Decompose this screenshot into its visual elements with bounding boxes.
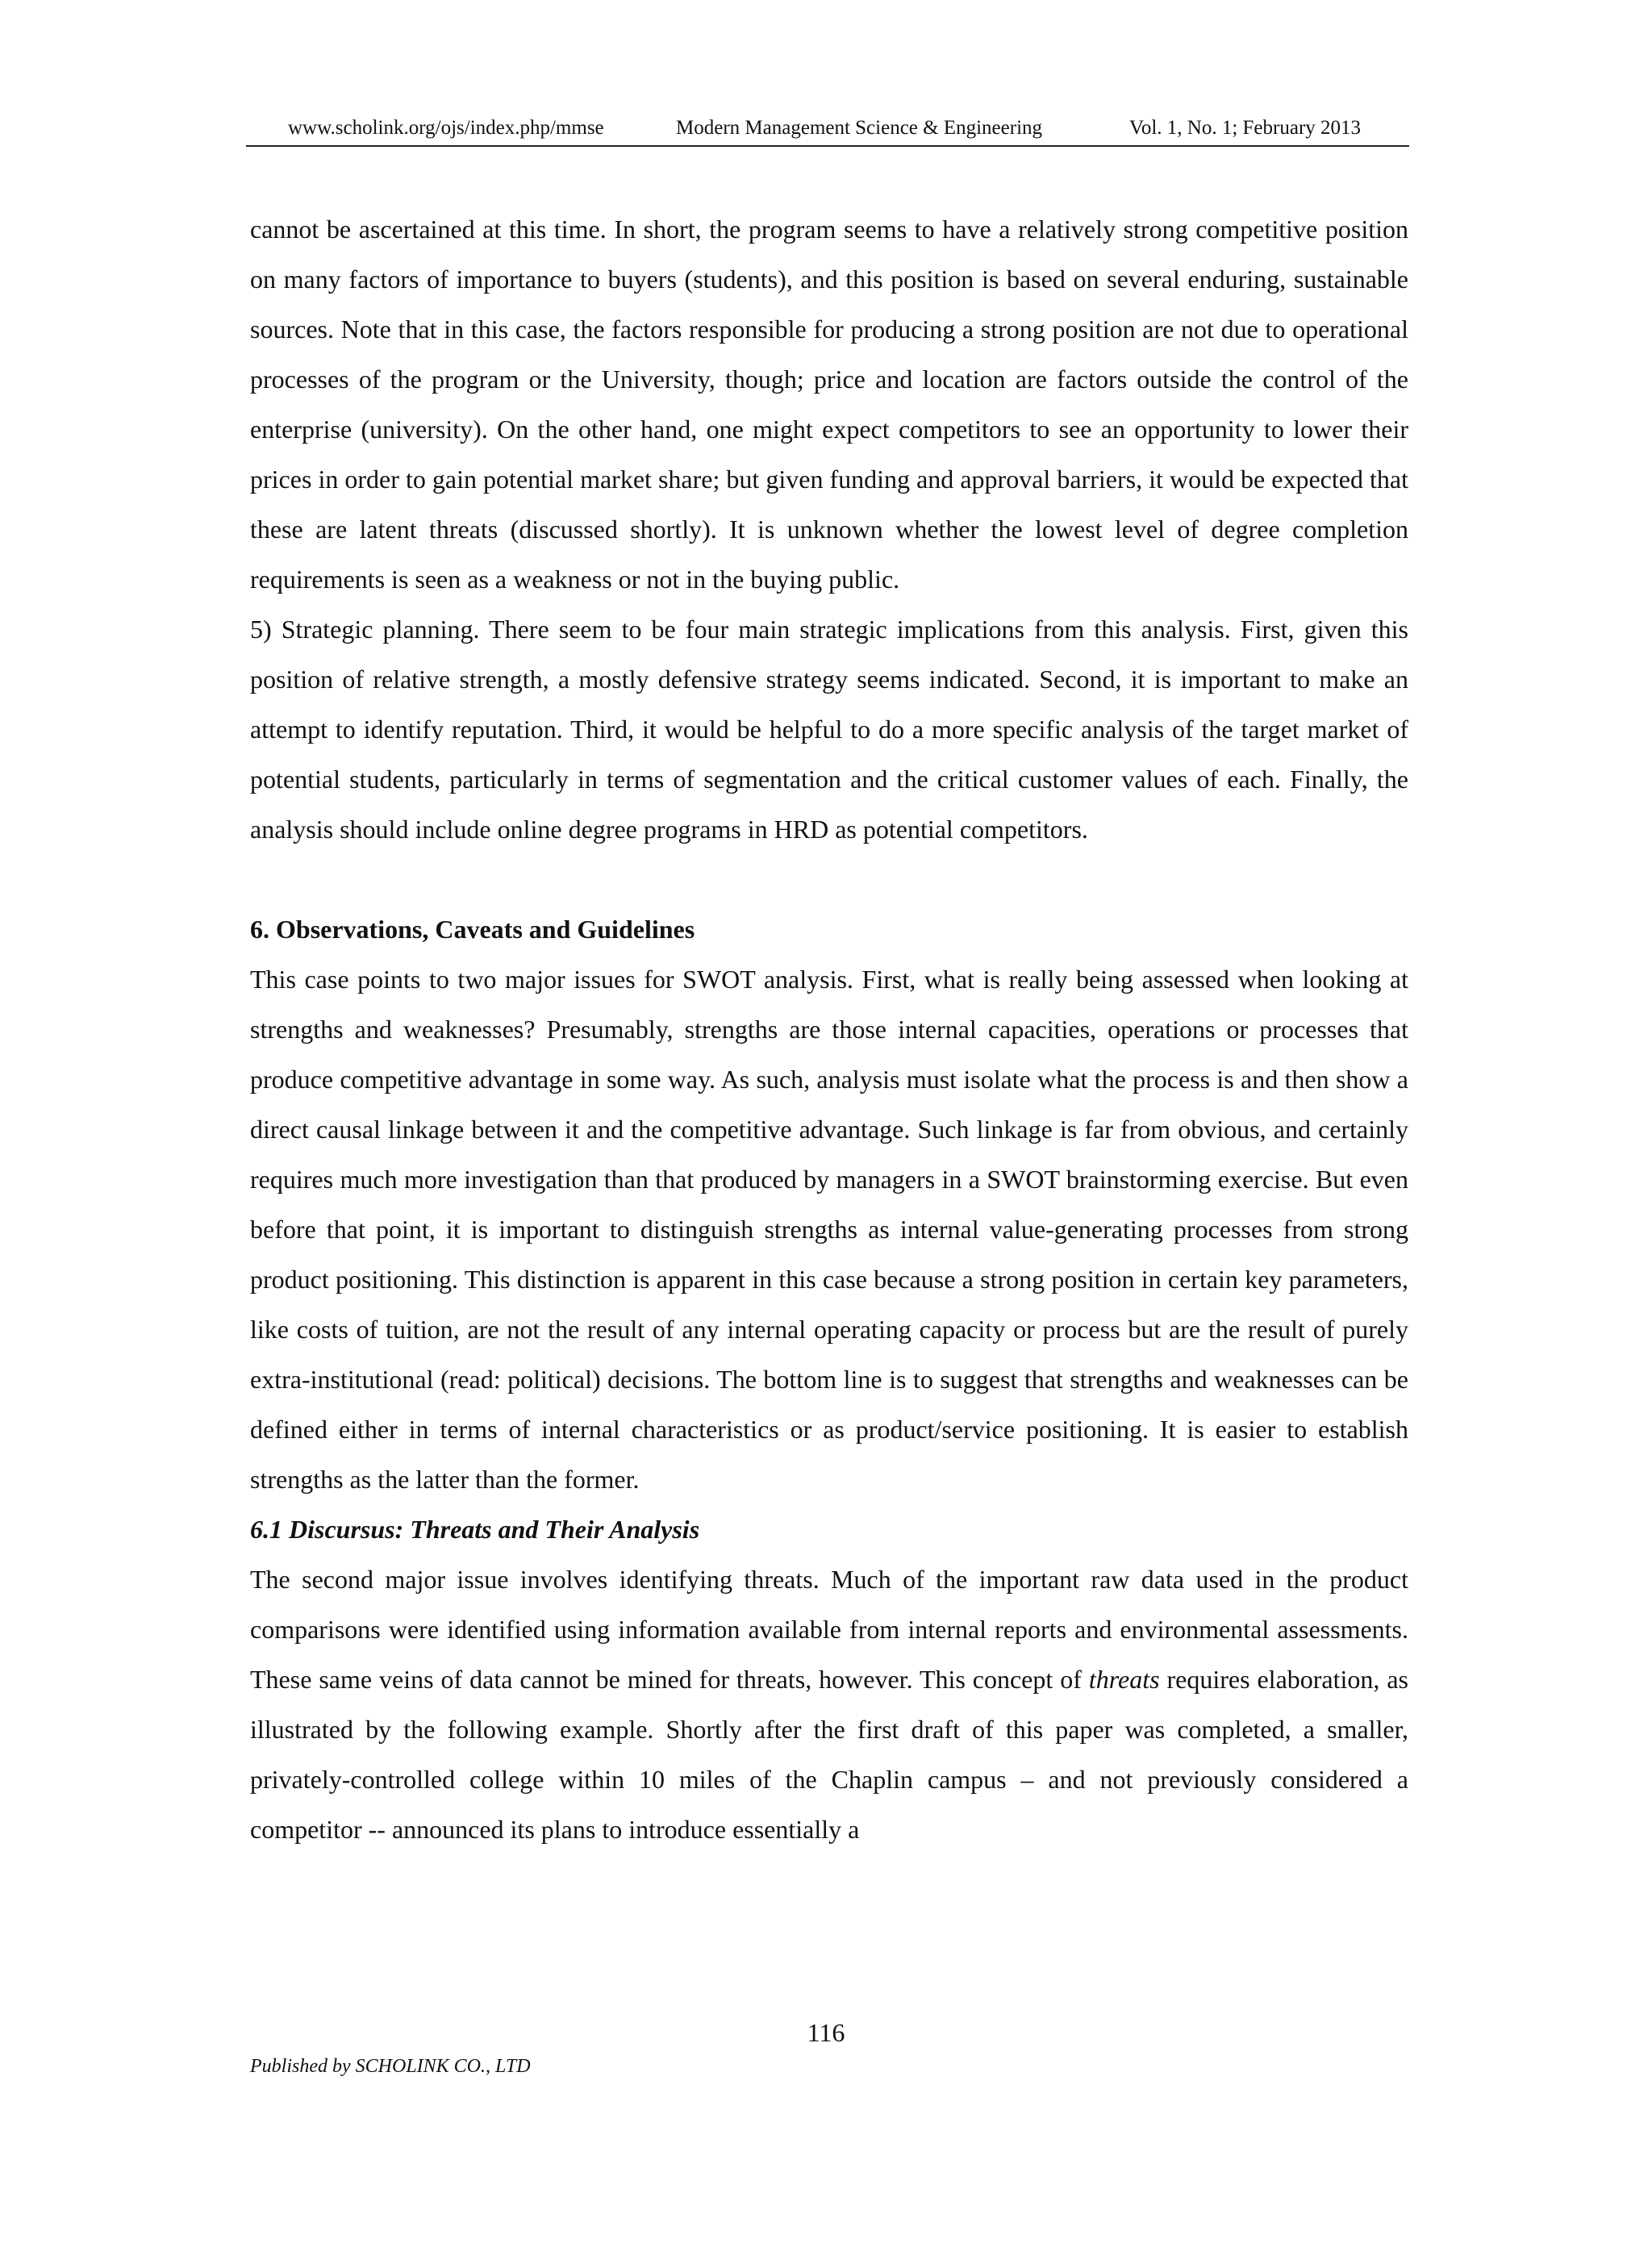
threats-emphasis: threats: [1088, 1665, 1160, 1694]
subsection-heading-6-1: 6.1 Discursus: Threats and Their Analysis: [250, 1515, 700, 1544]
journal-url: www.scholink.org/ojs/index.php/mmse: [288, 117, 604, 139]
publisher-footer: Published by SCHOLINK CO., LTD: [250, 2056, 531, 2077]
page-number: 116: [807, 2018, 845, 2047]
section-spacer: [250, 854, 1408, 904]
paragraph-threats: [250, 1554, 1408, 1854]
article-body: [250, 204, 1408, 1854]
running-header: [246, 116, 1409, 147]
paragraph-continued: cannot be ascertained at this time. In short, the program seems to have a relatively strong competitive position on many factors of importance to buyers (students), and this position is based on several enduring, sustainable sources. Note that in this case, the factors responsible for producing a strong position are not due to operational processes of the program or the University, though; price and location are factors outside the control of the enterprise (university). On the other hand, one might expect competitors to see an opportunity to lower their prices in order to gain potential market share; but given funding and approval barriers, it would be expected that these are latent threats (discussed shortly). It is unknown whether the lowest level of degree completion requirements is seen as a weakness or not in the buying public.: [250, 215, 1408, 594]
paragraph-strategic-planning: 5) Strategic planning. There seem to be four main strategic implications from this analysis. First, given this position of relative strength, a mostly defensive strategy seems indicated. Second, it is important to make an attempt to identify reputation. Third, it would be helpful to do a more specific analysis of the target market of potential students, particularly in terms of segmentation and the critical customer values of each. Finally, the analysis should include online degree programs in HRD as potential competitors.: [250, 615, 1408, 844]
journal-title: Modern Management Science & Engineering: [676, 117, 1043, 139]
paragraph-threats-part2: requires elaboration, as illustrated by the following example. Shortly after the first draft of this paper was completed, a smaller, privately-controlled college within 10 miles of the Chaplin campus – and not previously considered a competitor -- announced its plans to introduce essentially a: [250, 1665, 1409, 1844]
journal-issue: Vol. 1, No. 1; February 2013: [1129, 117, 1362, 139]
paragraph-swot-issues: This case points to two major issues for SWOT analysis. First, what is really being assessed when looking at strengths and weaknesses? Presumably, strengths are those internal capacities, operations or processes that produce competitive advantage in some way. As such, analysis must isolate what the process is and then show a direct causal linkage between it and the competitive advantage. Such linkage is far from obvious, and certainly requires much more investigation than that produced by managers in a SWOT brainstorming exercise. But even before that point, it is important to distinguish strengths as internal value-generating processes from strong product positioning. This distinction is apparent in this case because a strong position in certain key parameters, like costs of tuition, are not the result of any internal operating capacity or process but are the result of purely extra-institutional (read: political) decisions. The bottom line is to suggest that strengths and weaknesses can be defined either in terms of internal characteristics or as product/service positioning. It is easier to establish strengths as the latter than the former.: [250, 965, 1408, 1494]
section-heading-6: 6. Observations, Caveats and Guidelines: [250, 915, 695, 944]
paragraph-threats-part1: The second major issue involves identifying threats. Much of the important raw data used in the product comparisons were identified using information available from internal reports and environmental assessments. These same veins of data cannot be mined for threats, however. This concept of: [250, 1565, 1408, 1694]
